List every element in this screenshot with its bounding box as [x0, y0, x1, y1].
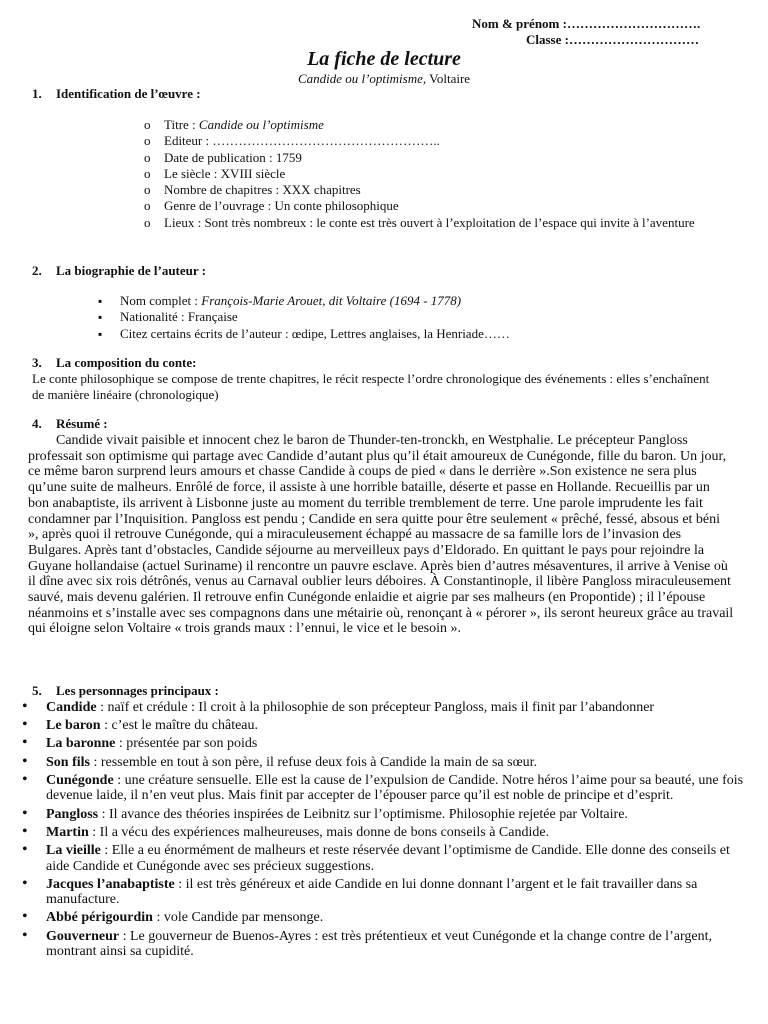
item-label: Lieux :	[164, 214, 205, 230]
character-description: : Elle a eu énormément de malheurs et reste réservée devant l’optimisme de Candide. Elle donne des conseils et aide Candide et Cunégonde avec ses précieux suggestions.	[46, 842, 730, 874]
character-description: : il est très généreux et aide Candide en lui donne donnant l’argent et le fait travailler dans sa manufacture.	[46, 876, 698, 908]
character-name: Abbé périgourdin	[46, 910, 153, 926]
character-item	[20, 718, 750, 734]
character-item	[20, 843, 750, 874]
character-item	[20, 736, 750, 752]
section-number: 3.	[32, 355, 42, 370]
item-value: Un conte philosophique	[274, 198, 399, 214]
list-item	[144, 215, 695, 231]
item-label: Nationalité :	[120, 309, 188, 325]
character-name: Pangloss	[46, 806, 99, 822]
list-item	[144, 133, 695, 149]
character-name: Candide	[46, 700, 97, 715]
character-name: Le baron	[46, 718, 101, 734]
character-description: : une créature sensuelle. Elle est la cause de l’expulsion de Candide. Notre héros l’aime pour sa beauté, une fois devenue laide, il n’en veut plus. Mais finit par accepter de l’épouser parce qu’il est noble de principe et d’esprit.	[46, 772, 744, 804]
character-item	[20, 755, 750, 771]
class-field-label: Classe :…………………………	[526, 32, 699, 47]
character-name: Jacques l’anabaptiste	[46, 876, 175, 892]
character-name: La vieille	[46, 842, 101, 858]
name-field-label: Nom & prénom :………………………….	[472, 16, 701, 31]
item-label: Nombre de chapitres :	[164, 182, 283, 198]
item-label: Nom complet :	[120, 293, 202, 308]
composition-text: Le conte philosophique se compose de trente chapitres, le récit respecte l’ordre chronologique des événements : elles s’enchaînent de manière linéaire (chronologique)	[32, 371, 710, 402]
section-1-heading	[32, 86, 201, 102]
section-title: Résumé :	[56, 416, 108, 431]
character-name: Son fils	[46, 754, 90, 770]
section-number: 2.	[32, 263, 42, 278]
item-value: Sont très nombreux : le conte est très ouvert à l’exploitation de l’espace qui invite à l’aventure	[204, 214, 695, 230]
item-value: François-Marie Arouet, dit Voltaire (1694 - 1778)	[201, 293, 462, 308]
summary-body: Candide vivait paisible et innocent chez le baron de Thunder-ten-tronckh, en Westphalie. Le précepteur Pangloss professait son optimisme qui partage avec Candide d’autant plus qu’il était amoureux de Cunégonde, fille du baron. Un jour, ce même baron surprend leurs amours et chasse Candide à coups de pied « dans le derrière ».Son existence ne sera plus qu’une suite de malheurs. Enrôlé de force, il assiste à une horrible bataille, déserte et passe en Hollande. Recueillis par un bon anabaptiste, ils arrivent à Lisbonne juste au moment du terrible tremblement de terre. Une parole imprudente les fait condamner par l’Inquisition. Pangloss est pendu ; Candide en sera quitte pour être seulement « prêché, fessé, absous et béni », après quoi il retrouve Cunégonde, qui a miraculeusement échappé au massacre de sa famille lors de l’invasion des Bulgares. Après tant d’obstacles, Candide séjourne au merveilleux pays d’Eldorado. En quittant le pays pour rejoindre la Guyane hollandaise (actuel Suriname) il rencontre un pauvre esclave. Après bien d’autres mésaventures, il arrive à Venise où il dîne avec six rois détrônés, venus au Carnaval oublier leurs déboires. À Constantinople, il libère Pangloss miraculeusement sauvé, mais devenu galérien. Il retrouve enfin Cunégonde enlaidie et aigrie par ses malheurs (en Propontide) ; il l’épouse néanmoins et s’installe avec ses compagnons dans une métairie où, renonçant à « pérorer », ils seront heureux grâce au travail qui éloigne selon Voltaire « trois grands maux : l’ennui, le vice et le besoin ».	[28, 433, 734, 637]
character-description: : présentée par son poids	[115, 736, 258, 752]
list-item	[144, 182, 695, 198]
character-description: : Il a vécu des expériences malheureuses, mais donne de bons conseils à Candide.	[88, 824, 550, 840]
section-number: 1.	[32, 86, 42, 101]
list-item	[144, 117, 695, 133]
summary-text	[28, 433, 734, 637]
item-label: Citez certains écrits de l’auteur :	[120, 325, 292, 341]
page-subtitle	[0, 71, 768, 87]
list-item	[98, 293, 510, 309]
section-title: La biographie de l’auteur :	[56, 263, 206, 278]
list-item	[98, 326, 510, 342]
item-label: Titre :	[164, 117, 199, 132]
work-identification-list	[144, 117, 695, 231]
character-item	[20, 877, 750, 908]
character-name: La baronne	[46, 736, 116, 752]
section-title: La composition du conte:	[56, 355, 197, 370]
character-item	[20, 773, 750, 804]
page-title: La fiche de lecture	[307, 48, 461, 70]
character-item	[20, 807, 750, 823]
item-value: œdipe, Lettres anglaises, la Henriade……	[291, 325, 510, 341]
item-value: 1759	[275, 149, 302, 165]
item-value: XVIII siècle	[220, 165, 286, 181]
section-number: 5.	[32, 683, 42, 698]
section-4-heading	[32, 416, 108, 432]
character-item	[20, 929, 750, 960]
character-item	[20, 700, 750, 716]
item-label: Le siècle :	[164, 165, 221, 181]
list-item	[144, 198, 695, 214]
author-name: Voltaire	[426, 71, 471, 86]
list-item	[98, 309, 510, 325]
characters-list	[20, 700, 750, 962]
character-name: Cunégonde	[46, 772, 114, 788]
item-label: Editeur :	[164, 133, 213, 149]
section-title: Les personnages principaux :	[56, 683, 219, 698]
character-description: : naïf et crédule : Il croit à la philosophie de son précepteur Pangloss, mais il finit par l’abandonner	[96, 700, 655, 715]
item-value: Française	[187, 309, 238, 325]
item-value: Candide ou l’optimisme	[198, 117, 324, 132]
section-title: Identification de l’œuvre :	[56, 86, 201, 101]
character-name: Martin	[46, 824, 89, 840]
item-value: XXX chapitres	[282, 182, 361, 198]
section-number: 4.	[32, 416, 42, 431]
character-description: : Le gouverneur de Buenos-Ayres : est très prétentieux et veut Cunégonde et la change contre de l’argent, montrant ainsi sa cupidité.	[46, 928, 712, 960]
book-title: Candide ou l’optimisme,	[297, 71, 427, 86]
list-item	[144, 166, 695, 182]
author-biography-list	[98, 293, 510, 342]
character-name: Gouverneur	[46, 928, 120, 944]
item-value: ……………………………………………..	[212, 133, 440, 149]
list-item	[144, 150, 695, 166]
item-label: Genre de l’ouvrage :	[164, 198, 275, 214]
character-description: : c’est le maître du château.	[100, 718, 259, 734]
section-3-heading	[32, 355, 196, 371]
character-item	[20, 825, 750, 841]
section-5-heading	[32, 683, 219, 699]
student-header	[472, 16, 700, 48]
character-description: : ressemble en tout à son père, il refuse deux fois à Candide la main de sa sœur.	[89, 754, 538, 770]
summary-indent	[28, 433, 56, 448]
section-2-heading	[32, 263, 206, 279]
character-item	[20, 910, 750, 926]
item-label: Date de publication :	[164, 149, 276, 165]
character-description: : vole Candide par mensonge.	[152, 910, 324, 926]
character-description: : Il avance des théories inspirées de Leibnitz sur l’optimisme. Philosophie rejetée par Voltaire.	[98, 806, 628, 822]
